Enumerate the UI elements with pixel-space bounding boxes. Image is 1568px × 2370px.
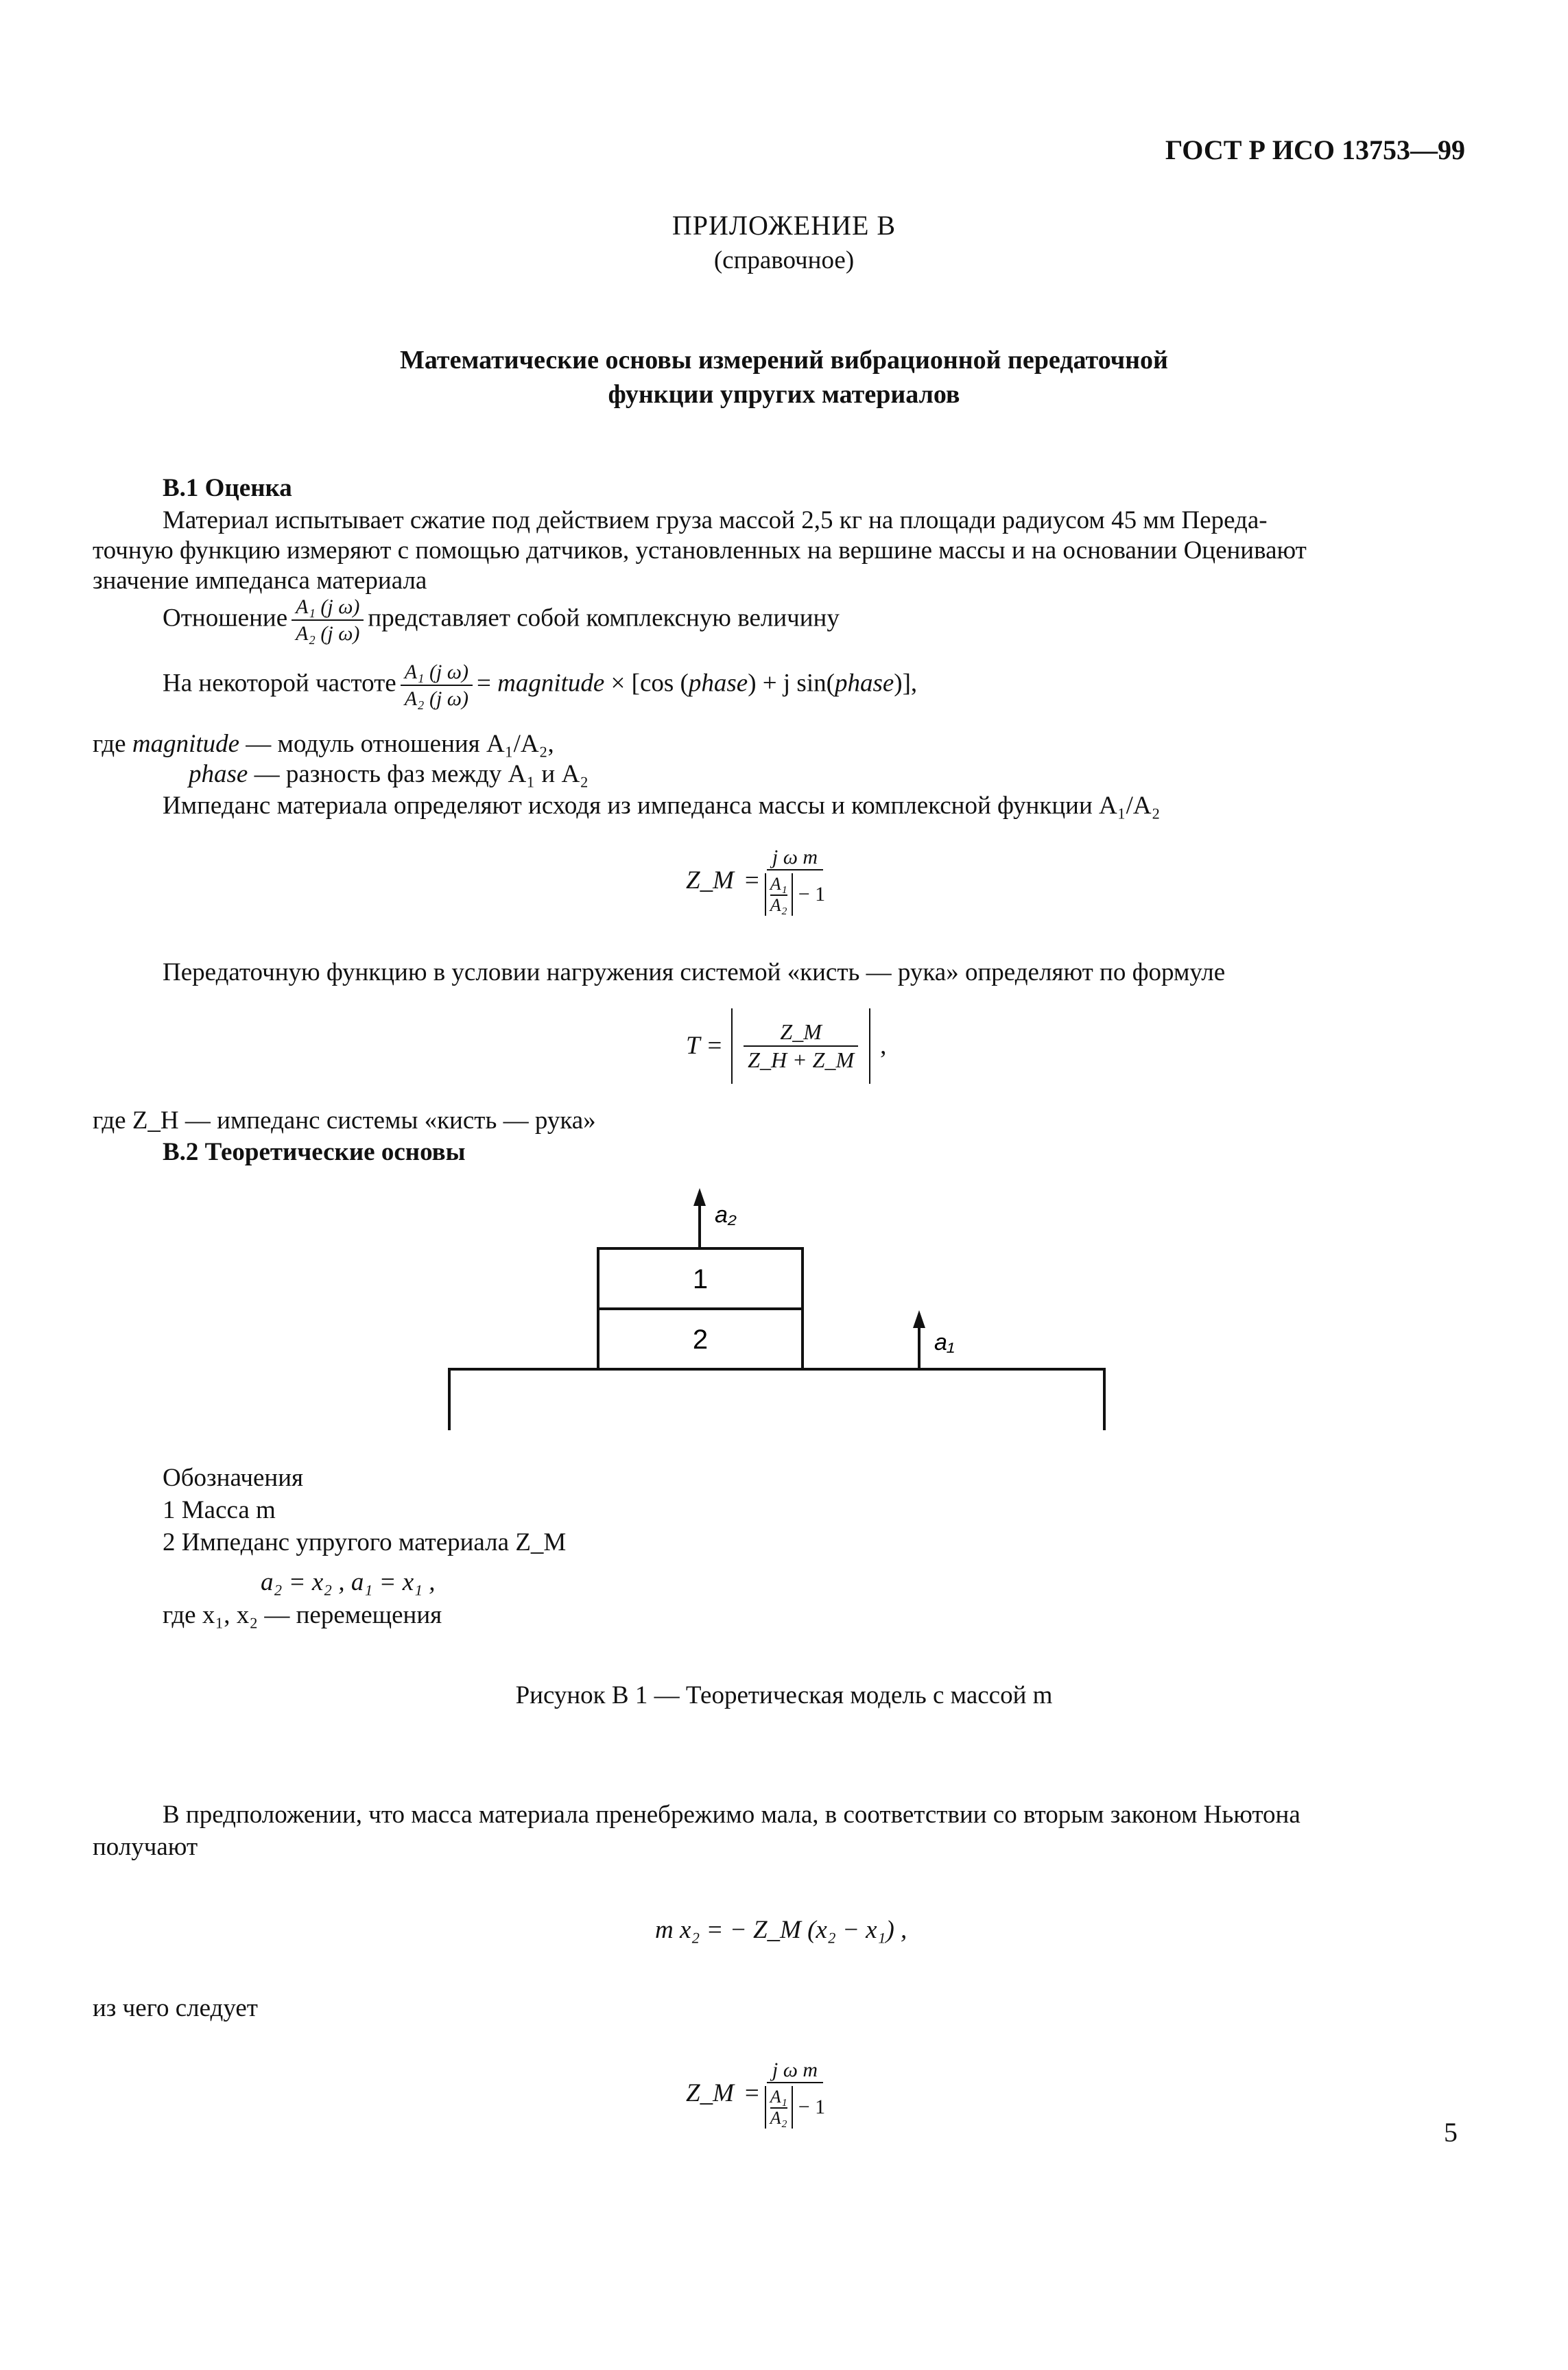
follows-text: из чего следует <box>93 1994 258 2022</box>
where-phase-term: phase <box>189 760 248 788</box>
newton-line1: В предположении, что масса материала пренебрежимо мала, в соответствии со вторым законом Ньютона <box>163 1801 1300 1829</box>
zm-a2: A₂ <box>770 894 787 915</box>
zm-minus-one: − 1 <box>798 883 826 906</box>
freq-denominator: A₂ (j ω) <box>404 687 468 710</box>
label-a1: a₁ <box>934 1329 955 1355</box>
t-lhs: T = <box>686 1032 724 1060</box>
zm-a1: A₁ <box>770 875 787 895</box>
freq-cos: × [cos ( <box>604 669 689 698</box>
freq-magnitude: magnitude <box>497 669 605 698</box>
where-magnitude-def: — модуль отношения A₁/A₂, <box>239 730 554 758</box>
zm-fraction <box>765 845 825 916</box>
zm-formula-1: Z_M = j ω m A₁ A₂ − 1 <box>686 846 826 915</box>
relation: a₂ = x₂ , a₁ = x₁ , <box>261 1568 436 1596</box>
where-x: где x₁, x₂ — перемещения <box>163 1601 442 1629</box>
freq-phase-1: phase <box>688 669 748 698</box>
zm-bracket <box>765 873 793 916</box>
zm-numerator: j ω m <box>767 845 823 870</box>
arrow-a1-head <box>913 1310 925 1328</box>
s1-para-line3: значение импеданса материала <box>93 567 427 595</box>
section-1-heading: В.1 Оценка <box>163 474 292 502</box>
zm2-a2: A₂ <box>770 2107 787 2128</box>
legend-item-1: 1 Масса m <box>163 1496 276 1524</box>
s1-para-line1: Материал испытывает сжатие под действием груза массой 2,5 кг на площади радиусом 45 мм Переда- <box>163 506 1268 534</box>
t-numerator: Z_M <box>744 1020 858 1047</box>
legend-item-2: 2 Импеданс упругого материала Z_M <box>163 1528 567 1556</box>
where-phase-def: — разность фаз между A₁ и A₂ <box>248 760 589 788</box>
transfer-text: Передаточную функцию в условии нагружения системой «кисть — рука» определяют по формуле <box>163 958 1226 986</box>
legend-title: Обозначения <box>163 1464 304 1492</box>
where-zh: где Z_H — импеданс системы «кисть — рука» <box>93 1106 596 1135</box>
where-magnitude <box>93 729 554 759</box>
freq-numerator: A₁ (j ω) <box>401 661 473 686</box>
label-a2: a₂ <box>715 1202 737 1228</box>
ratio-denominator: A₂ (j ω) <box>296 622 360 645</box>
ratio-fraction <box>292 595 364 645</box>
main-title-line2: функции упругих материалов <box>608 380 960 409</box>
zm2-bracket <box>765 2086 793 2129</box>
zm-lhs: Z_M <box>686 866 734 894</box>
page-number: 5 <box>1444 2117 1458 2148</box>
zm-formula-2: Z_M = j ω m A₁ A₂ − 1 <box>686 2059 826 2128</box>
zm2-lhs: Z_M <box>686 2078 734 2107</box>
impedance-text: Импеданс материала определяют исходя из импеданса массы и комплексной функции A₁/A₂ <box>163 792 1161 820</box>
frequency-line <box>163 661 917 710</box>
freq-phase-2: phase <box>834 669 894 698</box>
freq-fraction <box>401 661 473 710</box>
appendix-title: ПРИЛОЖЕНИЕ В <box>672 210 896 241</box>
block-2-label: 2 <box>692 1325 709 1355</box>
block-1-label: 1 <box>692 1264 709 1294</box>
zm2-a1: A₁ <box>770 2087 787 2108</box>
t-denominator: Z_H + Z_M <box>748 1047 855 1072</box>
arrow-a2-head <box>693 1188 706 1206</box>
freq-sin: ) + j sin( <box>748 669 835 698</box>
where-word: где <box>93 730 132 758</box>
zm2-numerator: j ω m <box>767 2058 823 2083</box>
t-fraction <box>744 1020 858 1072</box>
main-title-line1: Математические основы измерений вибрационной передаточной <box>400 346 1168 375</box>
freq-eq: = <box>476 669 498 698</box>
t-abs <box>731 1008 870 1084</box>
where-magnitude-term: magnitude <box>132 730 240 758</box>
t-formula <box>686 1008 886 1084</box>
ratio-numerator: A₁ (j ω) <box>292 595 364 621</box>
where-phase <box>189 759 589 790</box>
figure-caption: Рисунок В 1 — Теоретическая модель с массой m <box>515 1681 1053 1709</box>
s1-para-line2: точную функцию измеряют с помощью датчиков, установленных на вершине массы и на основании Оценивают <box>93 536 1307 565</box>
ratio-prefix: Отношение <box>163 604 288 632</box>
figure-model <box>439 1180 1118 1441</box>
freq-prefix: На некоторой частоте <box>163 669 396 698</box>
section-2-heading: В.2 Теоретические основы <box>163 1138 466 1166</box>
newton-line2: получают <box>93 1833 198 1861</box>
freq-close: )], <box>894 669 918 698</box>
t-comma: , <box>880 1032 887 1060</box>
appendix-subtitle: (справочное) <box>713 246 855 274</box>
ratio-suffix: представляет собой комплексную величину <box>368 604 840 632</box>
newton-equation: m x₂ = − Z_M (x₂ − x₁) , <box>655 1916 907 1944</box>
ratio-line <box>163 595 840 645</box>
doc-code: ГОСТ Р ИСО 13753—99 <box>1165 134 1465 165</box>
zm2-minus-one: − 1 <box>798 2096 826 2119</box>
zm2-fraction <box>765 2058 825 2129</box>
base <box>449 1369 1104 1430</box>
